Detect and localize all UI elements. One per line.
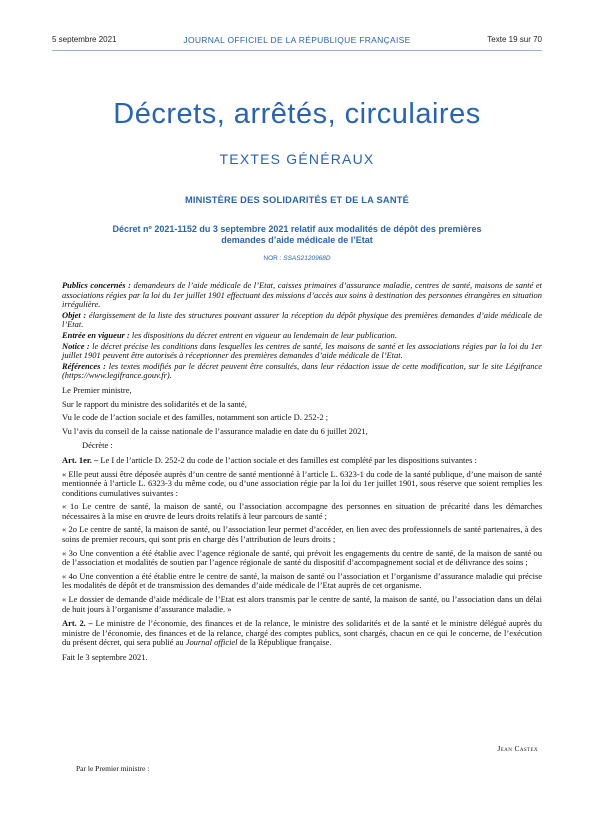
summary-references [62,362,542,381]
article-1-quote: « 1o Le centre de santé, la maison de santé, ou l’association accompagne des personnes en situation de précarité dans les démarches nécessaires à la mise en œuvre de leurs droits relatifs à leur parcours de santé ; [62,501,542,521]
summary-publics [62,281,542,310]
summary-label: Objet : [62,309,87,320]
summary-label: Publics concernés : [62,280,131,290]
summary-text: les textes modifiés par le décret peuvent être consultés, dans leur rédaction issue de cette modification, sur le site Légifrance (https://www.legifrance.gouv.fr). [62,360,543,381]
summary-objet [62,311,542,330]
signature-name: Jean Castex [497,744,538,753]
page-header [52,35,542,51]
recital-line: Vu le code de l’action sociale et des familles, notamment son article D. 252-2 ; [62,412,329,423]
decrete-line: Décrète : [82,440,113,451]
header-divider [52,50,542,51]
nor-reference [0,255,594,262]
article-label: Art. 1er. – [62,454,99,465]
main-title: Décrets, arrêtés, circulaires [113,98,481,130]
page-counter: Texte 19 sur 70 [487,35,542,44]
journal-reference: Journal officiel [185,637,238,648]
summary-text: le décret précise les conditions dans lesquelles les centres de santé, les maisons de santé et les associations régies par la loi du 1er juillet 1901 peuvent être autorisés à réceptionner des premières demandes d’aide médicale de l’Etat. [62,340,542,361]
summary-notice [62,342,542,361]
article-1-quote: « 2o Le centre de santé, la maison de santé, ou l’association leur permet d’accéder, en lien avec des professionnels de santé partenaires, à des soins de premier recours, qui sont pris en charge dès l’attribution de leurs droits ; [62,524,542,545]
decree-body [62,281,542,663]
recital-line: Sur le rapport du ministre des solidarités et de la santé, [62,398,247,409]
recital-line: Le Premier ministre, [62,384,132,395]
summary-label: Notice : [62,340,90,351]
article-1 [62,456,542,466]
summary-block [62,281,542,381]
nor-value: SSAS2120968D [283,255,331,262]
summary-label: Entrée en vigueur : [62,329,130,340]
summary-text: élargissement de la liste des structures pouvant assurer la réception du dépôt physique des premières demandes d’aide médicale de l’Etat. [62,309,542,330]
article-1-quote: « 4o Une convention a été établie entre le centre de santé, la maison de santé ou l’association et l’organisme d’assurance maladie qui précise les modalités de dépôt et de transmission des demandes d’aide médicale de l’Etat auprès de cet organisme. [62,570,542,591]
done-at: Fait le 3 septembre 2021. [62,652,148,662]
section-title: TEXTES GÉNÉRAUX [219,151,375,167]
summary-text: les dispositions du décret entrent en vigueur au lendemain de leur publication. [129,329,397,340]
summary-text: demandeurs de l’aide médicale de l’Etat, caisses primaires d’assurance maladie, centres de santé, maisons de santé et associations régies par la loi du 1er juillet 1901 effectuant des missions d’accès aux soins à destination des personnes étrangères en situation irrégulière. [62,280,543,310]
summary-label: Références : [62,360,106,371]
article-1-quote: « Elle peut aussi être déposée auprès d’un centre de santé mentionné à l’article L. 6323-1 du code de la santé publique, d’une maison de santé mentionnée à l’article L. 6323-3 du même code, ou d’une association régie par la loi du 1er juillet 1901, sous réserve que soient remplies les conditions cumulatives suivantes : [62,468,542,498]
recital-line: Vu l’avis du conseil de la caisse nationale de l’assurance maladie en date du 6 juillet 2021, [62,425,368,436]
article-2 [62,619,542,648]
article-1-quote: « Le dossier de demande d’aide médicale de l’Etat est alors transmis par le centre de santé, la maison de santé, ou l’association dans un délai de huit jours à l’organisme d’assurance maladie. » [62,594,542,614]
article-text: Le I de l’article D. 252-2 du code de l’action sociale et des familles est complété par les dispositions suivantes : [98,454,477,465]
nor-label: NOR : [263,255,284,262]
article-text: Le ministre de l’économie, des finances et de la relance, le ministre des solidarités et de la santé et le ministre délégué auprès du ministre de l’économie, des finances et de la relance, chargé des comptes publics, sont chargés, chacun en ce qui le concerne, de l’exécution du présent décret, qui sera publié au [62,618,542,648]
article-label: Art. 2. – [62,618,93,629]
ministry-title: MINISTÈRE DES SOLIDARITÉS ET DE LA SANTÉ [184,195,410,205]
publication-date: 5 septembre 2021 [52,35,117,44]
article-text: de la République française. [237,637,332,648]
journal-name: JOURNAL OFFICIEL DE LA RÉPUBLIQUE FRANÇAISE [183,35,411,45]
par-le-premier-ministre: Par le Premier ministre : [76,764,150,773]
decree-title: Décret nº 2021-1152 du 3 septembre 2021 relatif aux modalités de dépôt des premières demandes d’aide médicale de l’Etat [112,224,482,245]
article-1-quote: « 3o Une convention a été établie avec l’agence régionale de santé, qui prévoit les engagements du centre de santé, de la maison de santé ou de l’association et modalités de soutien par l’agence régionale de santé du dispositif d’accompagnement social et de délivrance des soins ; [62,547,542,568]
summary-entree [62,331,542,341]
